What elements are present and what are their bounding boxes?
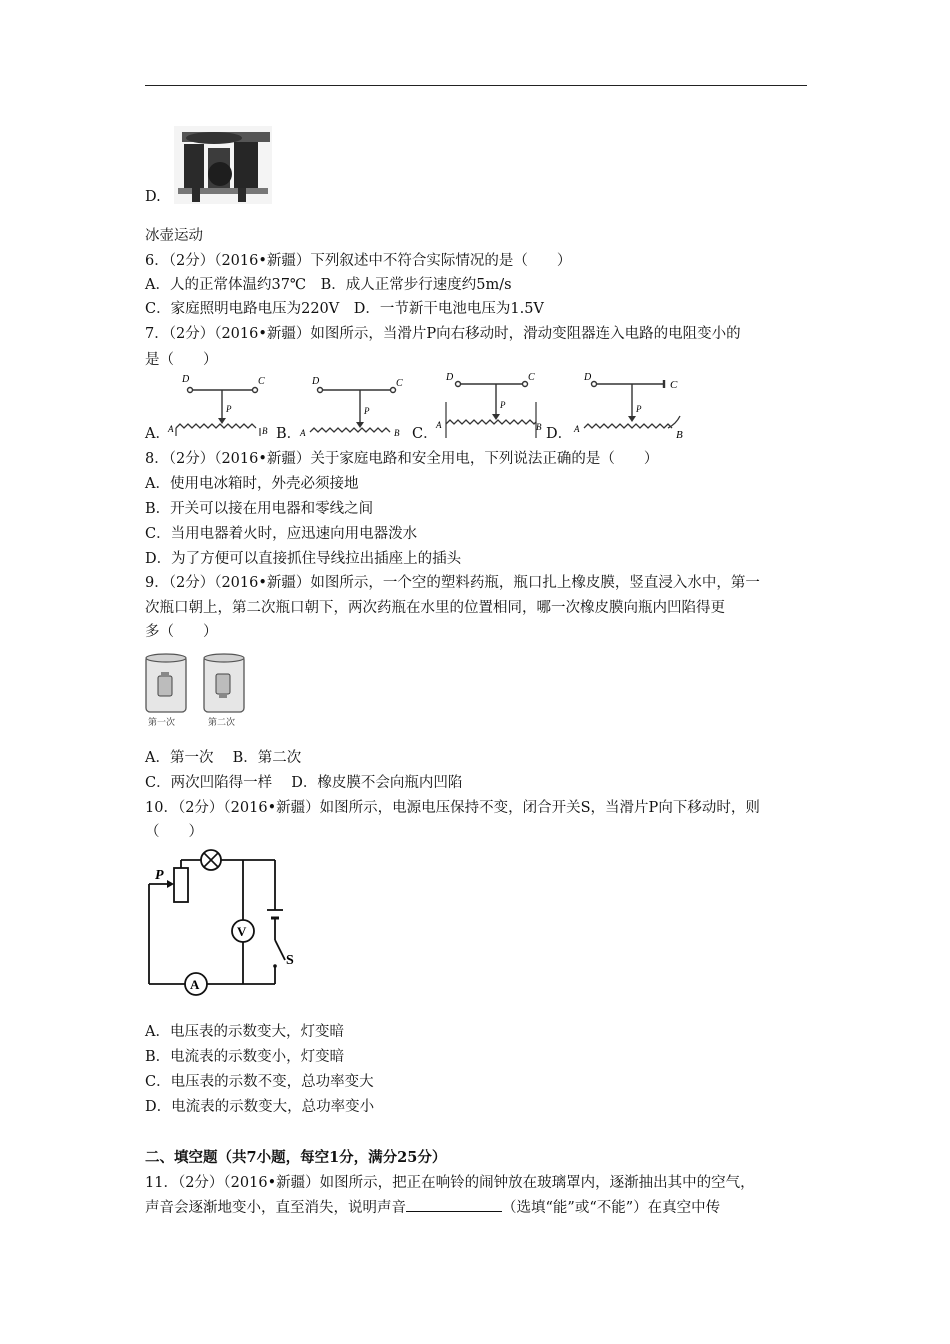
q9-stem-line2: 次瓶口朝上，第二次瓶口朝下，两次药瓶在水里的位置相同，哪一次橡皮膜向瓶内凹陷得更 <box>145 600 725 616</box>
q10-option-b[interactable]: B．电流表的示数变小，灯变暗 <box>145 1049 345 1065</box>
q8-option-d[interactable]: D．为了方便可以直接抓住导线拉出插座上的插头 <box>145 551 462 567</box>
svg-text:A: A <box>168 424 174 434</box>
circuit-label-p: P <box>155 868 164 883</box>
q7-option-a[interactable]: A． <box>145 426 170 442</box>
q6-options-ab[interactable]: A．人的正常体温约37℃ B．成人正常步行速度约5m/s <box>145 277 512 293</box>
rheostat-diagram-c <box>436 372 544 440</box>
svg-text:C: C <box>528 372 535 383</box>
bottle-figure <box>142 650 254 730</box>
svg-text:B: B <box>262 426 268 436</box>
circuit-label-s: S <box>286 953 294 968</box>
svg-text:D: D <box>584 372 592 383</box>
svg-text:A: A <box>436 420 442 430</box>
q8-stem: 8．（2分）（2016•新疆）关于家庭电路和安全用电，下列说法正确的是（ ） <box>145 451 659 467</box>
rheostat-diagram-d <box>572 372 692 440</box>
svg-text:B: B <box>394 428 400 438</box>
q11-stem-line1: 11．（2分）（2016•新疆）如图所示，把正在响铃的闹钟放在玻璃罩内，逐渐抽出其中的空气， <box>145 1175 755 1191</box>
rheostat-diagram-b <box>298 374 408 440</box>
q9-figure-label-1: 第一次 <box>148 718 176 728</box>
svg-text:C: C <box>670 379 678 391</box>
svg-text:A: A <box>300 428 306 438</box>
q8-option-c[interactable]: C．当用电器着火时，应迅速向用电器泼水 <box>145 526 418 542</box>
q7-option-c[interactable]: C． <box>412 426 438 442</box>
q11-stem-line2-after: （选填“能”或“不能”）在真空中传 <box>502 1200 721 1216</box>
curling-photo <box>174 126 272 204</box>
q9-stem-line3: 多（ ） <box>145 624 218 640</box>
svg-text:C: C <box>396 378 403 389</box>
svg-text:P: P <box>636 404 642 414</box>
q8-option-a[interactable]: A．使用电冰箱时，外壳必须接地 <box>145 476 359 492</box>
q10-option-a[interactable]: A．电压表的示数变大，灯变暗 <box>145 1024 344 1040</box>
svg-text:P: P <box>226 404 232 414</box>
circuit-label-v: V <box>237 924 247 939</box>
q7-stem-line2: 是（ ） <box>145 352 218 368</box>
circuit-diagram <box>145 848 305 998</box>
q7-option-d[interactable]: D． <box>546 426 573 442</box>
q9-stem-line1: 9．（2分）（2016•新疆）如图所示，一个空的塑料药瓶，瓶口扎上橡皮膜，竖直浸入水中，第一 <box>145 575 760 591</box>
section2-heading: 二、填空题（共7小题，每空1分，满分25分） <box>145 1149 447 1166</box>
svg-text:P: P <box>500 400 506 410</box>
svg-text:D: D <box>312 376 320 387</box>
rheostat-diagram-a <box>168 374 274 440</box>
header-rule <box>145 85 807 86</box>
q9-options-ab[interactable]: A．第一次 B．第二次 <box>145 750 302 766</box>
q10-stem-line1: 10．（2分）（2016•新疆）如图所示，电源电压保持不变，闭合开关S，当滑片P向下移动时，则 <box>145 800 760 816</box>
q5-option-d-label: D. <box>145 189 161 205</box>
q9-figure-label-2: 第二次 <box>208 718 236 728</box>
q9-options-cd[interactable]: C．两次凹陷得一样 D．橡皮膜不会向瓶内凹陷 <box>145 775 463 791</box>
q7-stem-line1: 7．（2分）（2016•新疆）如图所示，当滑片P向右移动时，滑动变阻器连入电路的电阻变小的 <box>145 326 741 342</box>
q10-stem-line2: （ ） <box>145 824 203 840</box>
svg-text:B: B <box>536 422 542 432</box>
q7-option-b[interactable]: B． <box>276 426 302 442</box>
svg-text:D: D <box>446 372 454 383</box>
q6-options-cd[interactable]: C．家庭照明电路电压为220V D．一节新干电池电压为1.5V <box>145 301 544 317</box>
q11-stem-line2 <box>145 1197 720 1218</box>
q6-stem: 6．（2分）（2016•新疆）下列叙述中不符合实际情况的是（ ） <box>145 253 572 269</box>
q11-answer-blank[interactable] <box>406 1197 502 1212</box>
svg-text:A: A <box>574 424 580 434</box>
q10-option-c[interactable]: C．电压表的示数不变，总功率变大 <box>145 1074 374 1090</box>
q10-option-d[interactable]: D．电流表的示数变大，总功率变小 <box>145 1099 375 1115</box>
svg-text:B: B <box>676 429 683 441</box>
circuit-label-a: A <box>190 977 200 992</box>
q8-option-b[interactable]: B．开关可以接在用电器和零线之间 <box>145 501 374 517</box>
svg-text:D: D <box>182 374 190 385</box>
q11-stem-line2-before: 声音会逐渐地变小，直至消失，说明声音 <box>145 1200 406 1216</box>
q5-caption: 冰壶运动 <box>145 228 203 244</box>
svg-text:C: C <box>258 376 265 387</box>
svg-text:P: P <box>364 406 370 416</box>
